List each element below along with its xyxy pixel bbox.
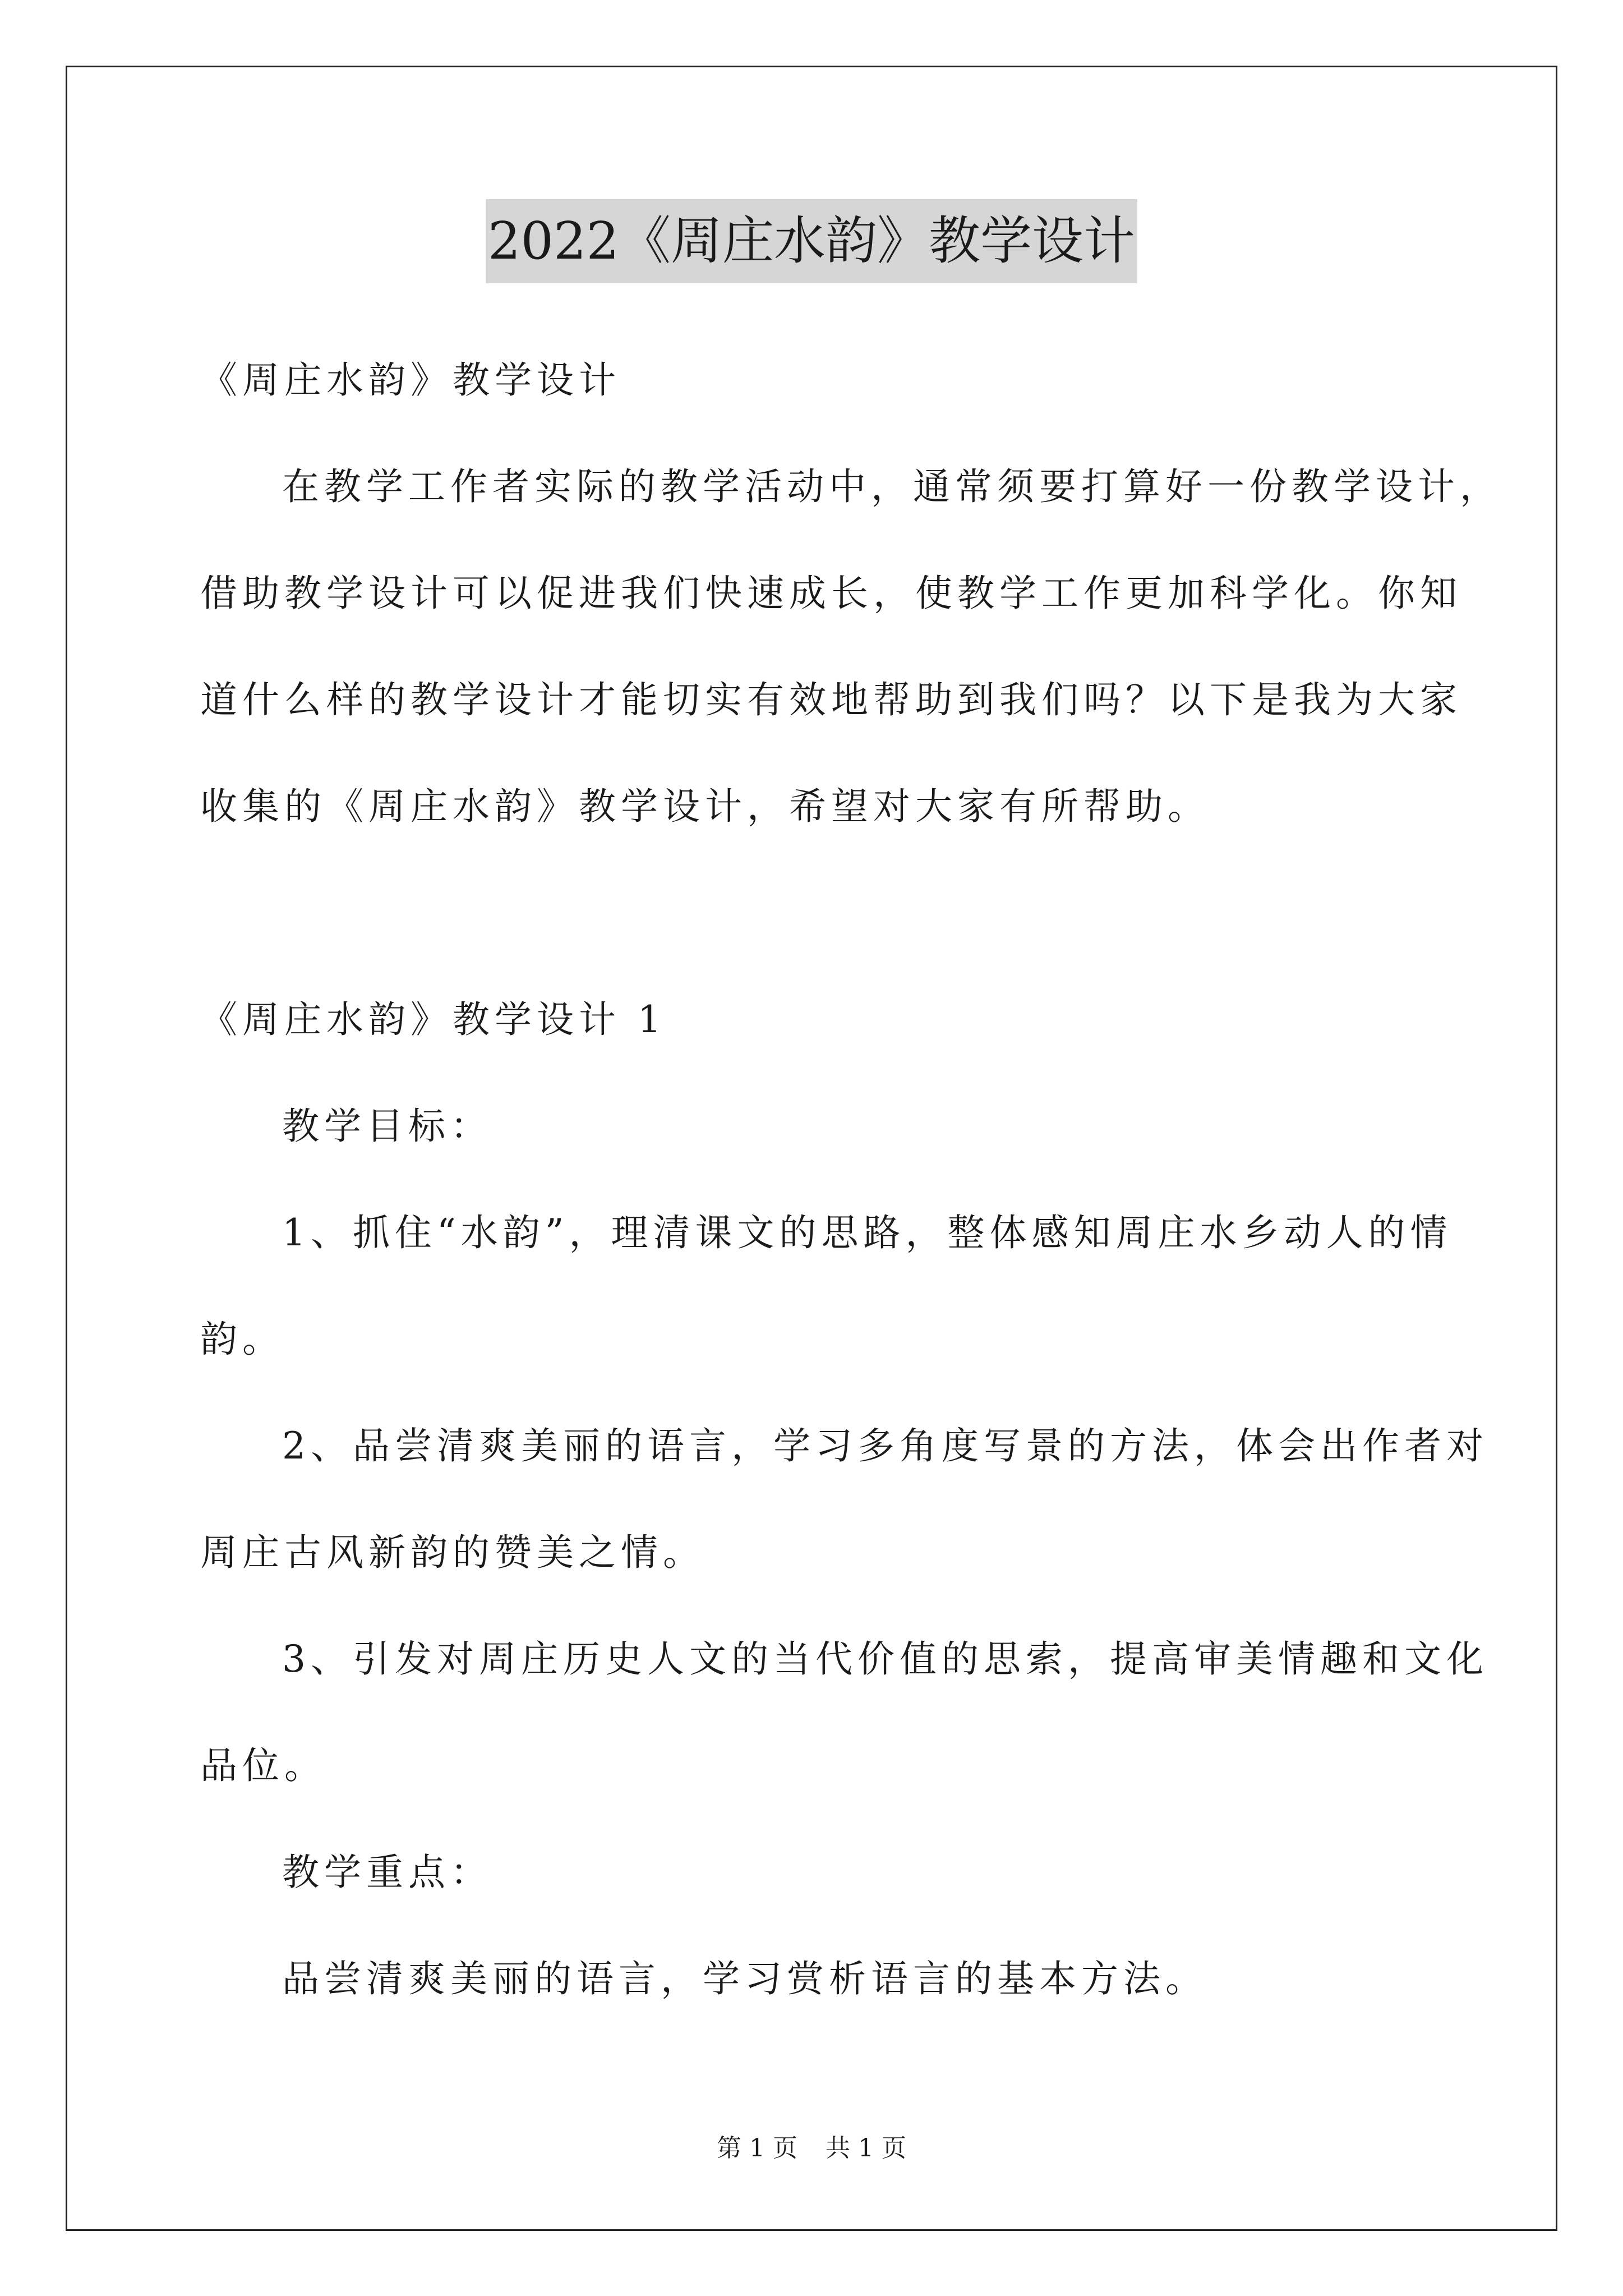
intro-line: 道什么样的教学设计才能切实有效地帮助到我们吗？以下是我为大家 (200, 678, 1462, 721)
goal-item: 1、抓住“水韵”，理清课文的思路，整体感知周庄水乡动人的情 (282, 1211, 1453, 1254)
goal-item-continuation: 品位。 (200, 1744, 326, 1787)
page-total: 共 1 页 (826, 2134, 906, 2162)
goal-item: 3、引发对周庄历史人文的当代价值的思索，提高审美情趣和文化 (282, 1637, 1488, 1681)
page-number: 第 1 页 (717, 2134, 797, 2162)
intro-line: 收集的《周庄水韵》教学设计，希望对大家有所帮助。 (200, 785, 1210, 828)
section-heading: 《周庄水韵》教学设计 1 (200, 998, 666, 1041)
focus-label: 教学重点： (282, 1851, 492, 1894)
document-title: 2022《周庄水韵》教学设计 (486, 199, 1137, 283)
title-container (0, 199, 1623, 283)
subtitle: 《周庄水韵》教学设计 (200, 358, 621, 402)
goal-item: 2、品尝清爽美丽的语言，学习多角度写景的方法，体会出作者对 (282, 1424, 1488, 1467)
intro-line: 借助教学设计可以促进我们快速成长，使教学工作更加科学化。你知 (200, 572, 1462, 615)
goal-item-continuation: 周庄古风新韵的赞美之情。 (200, 1531, 705, 1574)
page-footer (0, 2132, 1623, 2165)
focus-text: 品尝清爽美丽的语言，学习赏析语言的基本方法。 (282, 1957, 1207, 2000)
goal-item-continuation: 韵。 (200, 1318, 284, 1361)
goals-label: 教学目标： (282, 1105, 492, 1148)
intro-line: 在教学工作者实际的教学活动中，通常须要打算好一份教学设计， (282, 465, 1502, 508)
